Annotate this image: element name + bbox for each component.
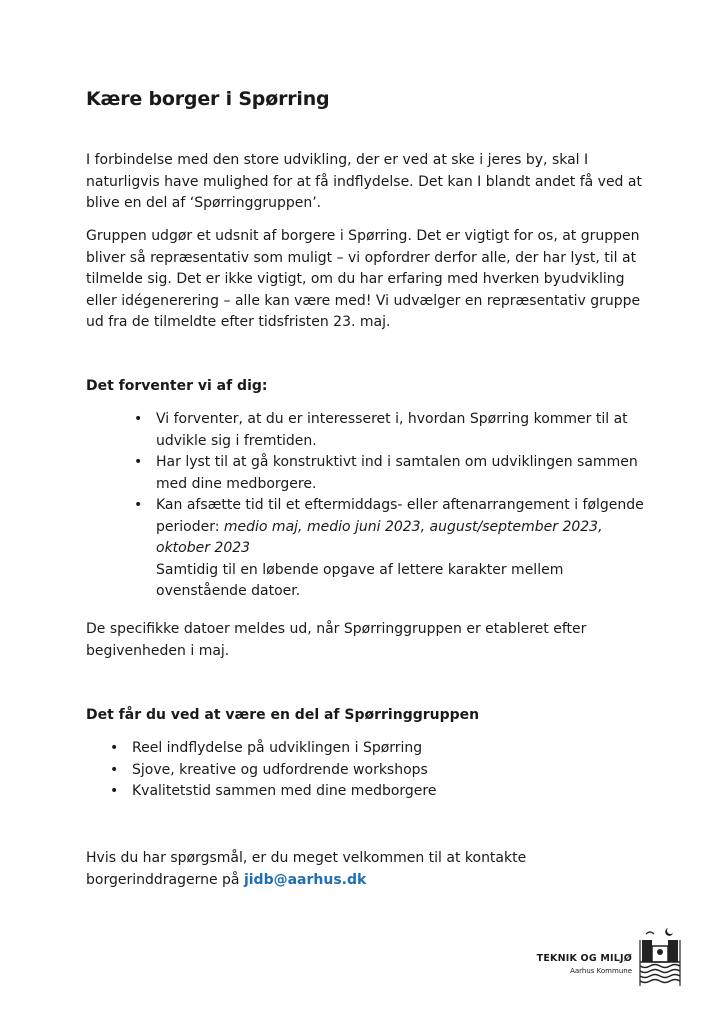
benefits-heading: Det får du ved at være en del af Spørringgruppen <box>86 707 480 723</box>
expect-heading: Det forventer vi af dig: <box>86 378 268 394</box>
list-item <box>110 738 630 760</box>
bullet-icon: • <box>134 454 143 470</box>
list-item-dates: medio maj, medio juni 2023, august/september 2023, oktober 2023 <box>156 518 603 556</box>
list-item <box>110 781 630 803</box>
dates-note: De specifikke datoer meldes ud, når Spørringgruppen er etableret efter begivenheden i maj. <box>86 621 587 659</box>
page-title: Kære borger i Spørring <box>86 88 330 110</box>
bullet-icon: • <box>110 740 119 756</box>
list-item-text: Kan afsætte tid til et eftermiddags- eller aftenarrangement i følgende perioder: <box>156 497 644 535</box>
list-item-text: Har lyst til at gå konstruktivt ind i samtalen om udviklingen sammen med dine medborgere. <box>156 454 638 492</box>
municipality-logo <box>536 924 690 990</box>
bullet-icon: • <box>134 411 143 427</box>
logo-municipality-name: Aarhus Kommune <box>570 967 632 975</box>
list-item-text: Vi forventer, at du er interesseret i, hvordan Spørring kommer til at udvikle sig i fremtiden. <box>156 411 628 449</box>
list-item <box>110 760 630 782</box>
benefits-list <box>110 738 630 803</box>
list-item-text: Kvalitetstid sammen med dine medborgere <box>132 783 437 799</box>
bullet-icon: • <box>110 761 119 778</box>
list-item <box>134 452 646 495</box>
list-item <box>134 495 646 603</box>
logo-department-name: TEKNIK OG MILJØ <box>536 953 632 964</box>
expect-list <box>134 409 646 603</box>
email-link[interactable]: jidb@aarhus.dk <box>243 871 367 888</box>
intro-paragraph-1: I forbindelse med den store udvikling, der er ved at ske i jeres by, skal I naturligvis have mulighed for at få indflydelse. Det kan I blandt andet få ved at blive en del af ‘Spørringgruppen’. <box>86 152 642 211</box>
bullet-icon: • <box>134 497 143 513</box>
list-item-text: Reel indflydelse på udviklingen i Spørring <box>132 740 423 756</box>
contact-text: Hvis du har spørgsmål, er du meget velkommen til at kontakte borgerinddragerne på <box>86 850 527 888</box>
list-item-extra: Samtidig til en løbende opgave af lettere karakter mellem ovenstående datoer. <box>156 561 564 599</box>
contact-paragraph <box>86 848 646 891</box>
list-item-text: Sjove, kreative og udfordrende workshops <box>132 761 428 778</box>
intro-paragraph-2: Gruppen udgør et udsnit af borgere i Spørring. Det er vigtigt for os, at gruppen bliver så repræsentativ som muligt – vi opfordrer derfor alle, der har lyst, til at tilmelde sig. Det er ikke vigtigt, om du har erfaring med hverken byudvikling eller idégenerering – alle kan være med! Vi udvælger en repræsentativ gruppe ud fra de tilmeldte efter tidsfristen 23. maj. <box>86 228 641 330</box>
list-item <box>134 409 646 452</box>
aarhus-seal-icon <box>638 924 682 988</box>
bullet-icon: • <box>110 783 119 799</box>
